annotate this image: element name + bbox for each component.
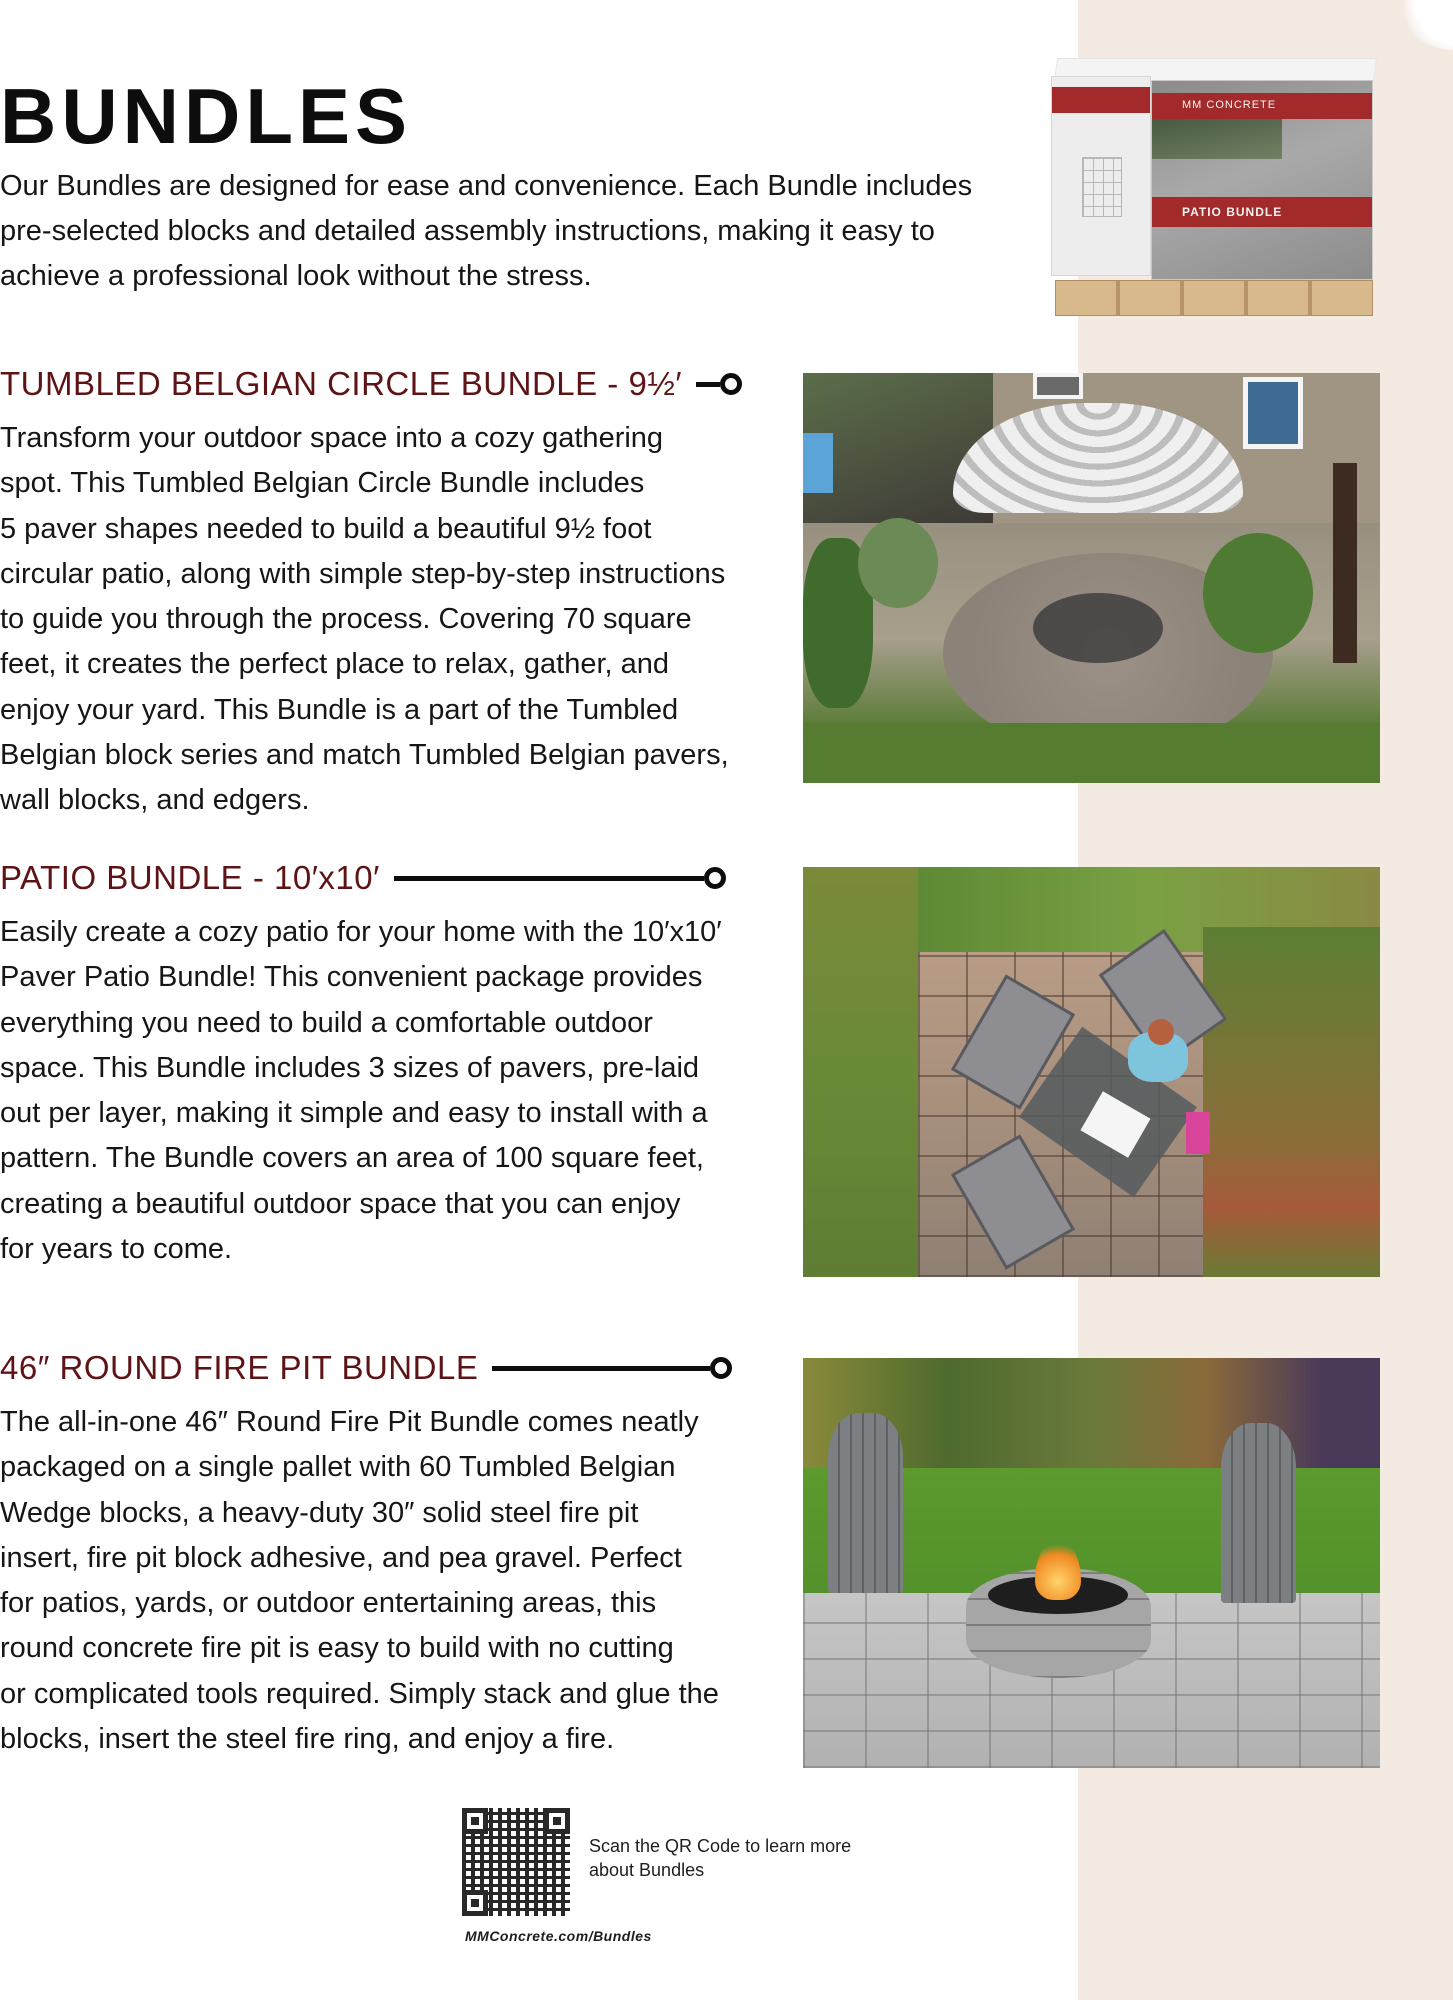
brand-label: MM CONCRETE: [1182, 99, 1277, 111]
label-photo: [1152, 119, 1282, 159]
connector-line-icon: [696, 373, 742, 395]
body-line: Belgian block series and match Tumbled Belgian pavers,: [0, 739, 729, 772]
section-body-patio-bundle: [0, 910, 780, 1272]
adirondack-chair: [828, 1413, 903, 1593]
qr-caption-line: about Bundles: [589, 1860, 705, 1880]
body-line: feet, it creates the perfect place to relax, gather, and: [0, 648, 670, 681]
connector-line-icon: [492, 1357, 732, 1379]
shrub: [858, 518, 938, 608]
body-line: creating a beautiful outdoor space that you can enjoy: [0, 1187, 681, 1220]
window: [1243, 377, 1303, 449]
qr-caption: [589, 1834, 889, 1882]
post: [1333, 463, 1357, 663]
bundles-url-link[interactable]: MMConcrete.com/Bundles: [465, 1928, 652, 1944]
fire-pit-photo: [803, 1358, 1380, 1768]
section-heading-fire-pit-bundle: [0, 1348, 732, 1388]
intro-paragraph: [0, 164, 1040, 299]
section-title: PATIO BUNDLE - 10′x10′: [0, 859, 380, 896]
section-heading-patio-bundle: [0, 858, 726, 898]
pallet-front: [1151, 80, 1373, 280]
body-line: insert, fire pit block adhesive, and pea gravel. Perfect: [0, 1541, 682, 1574]
patio-bundle-pallet-image: [1045, 58, 1380, 318]
body-line: Wedge blocks, a heavy-duty 30″ solid steel fire pit: [0, 1496, 639, 1529]
body-line: for years to come.: [0, 1233, 233, 1266]
body-line: Paver Patio Bundle! This convenient package provides: [0, 961, 703, 994]
page-title: BUNDLES: [0, 72, 413, 160]
circle-patio-photo: [803, 373, 1380, 783]
connector-line-icon: [394, 867, 726, 889]
section-title: 46″ ROUND FIRE PIT BUNDLE: [0, 1349, 479, 1386]
garden-bed: [1203, 927, 1380, 1277]
body-line: Easily create a cozy patio for your home with the 10′x10′: [0, 916, 722, 948]
body-line: Transform your outdoor space into a cozy gathering: [0, 422, 664, 454]
pool: [803, 433, 833, 493]
qr-finder: [462, 1890, 488, 1916]
body-line: for patios, yards, or outdoor entertaining areas, this: [0, 1587, 657, 1620]
body-line: wall blocks, and edgers.: [0, 784, 310, 817]
pallet-side: [1051, 76, 1151, 276]
section-title: TUMBLED BELGIAN CIRCLE BUNDLE - 9½′: [0, 365, 683, 402]
connector-line: [394, 876, 704, 881]
body-line: space. This Bundle includes 3 sizes of pavers, pre-laid: [0, 1051, 700, 1084]
layout-diagram: [1082, 157, 1122, 217]
intro-line: Our Bundles are designed for ease and convenience. Each Bundle includes: [0, 170, 973, 202]
body-line: everything you need to build a comfortable outdoor: [0, 1006, 653, 1039]
qr-finder: [544, 1808, 570, 1834]
section-heading-circle-bundle: [0, 364, 742, 404]
body-line: enjoy your yard. This Bundle is a part of the Tumbled: [0, 693, 679, 726]
body-line: spot. This Tumbled Belgian Circle Bundle includes: [0, 467, 645, 500]
body-line: or complicated tools required. Simply stack and glue the: [0, 1677, 719, 1710]
qr-finder: [462, 1808, 488, 1834]
connector-line: [696, 382, 720, 387]
window: [1033, 373, 1083, 399]
body-line: The all-in-one 46″ Round Fire Pit Bundle comes neatly: [0, 1406, 699, 1438]
patio-table: [1033, 593, 1163, 663]
person-head: [1148, 1019, 1174, 1045]
qr-code[interactable]: [462, 1808, 570, 1916]
bundle-label: PATIO BUNDLE: [1182, 205, 1283, 219]
body-line: packaged on a single pallet with 60 Tumbled Belgian: [0, 1451, 676, 1484]
body-line: 5 paver shapes needed to build a beautiful 9½ foot: [0, 512, 652, 545]
body-line: round concrete fire pit is easy to build with no cutting: [0, 1632, 674, 1665]
connector-node-icon: [720, 373, 742, 395]
shrub: [1203, 533, 1313, 653]
adirondack-chair: [1221, 1423, 1296, 1603]
connector-line: [492, 1366, 710, 1371]
section-body-circle-bundle: [0, 416, 780, 824]
square-patio-photo: [803, 867, 1380, 1277]
wooden-pallet: [1055, 280, 1373, 316]
folder: [1186, 1112, 1210, 1154]
qr-caption-line: Scan the QR Code to learn more: [589, 1836, 852, 1856]
lawn: [803, 723, 1380, 783]
intro-line: achieve a professional look without the stress.: [0, 260, 592, 292]
lawn: [803, 867, 918, 1277]
body-line: circular patio, along with simple step-by-step instructions: [0, 557, 726, 590]
body-line: out per layer, making it simple and easy to install with a: [0, 1097, 708, 1130]
body-line: pattern. The Bundle covers an area of 100 square feet,: [0, 1142, 704, 1175]
body-line: to guide you through the process. Covering 70 square: [0, 603, 692, 636]
label-band: [1052, 87, 1150, 113]
intro-line: pre-selected blocks and detailed assembly instructions, making it easy to: [0, 215, 935, 247]
section-body-fire-pit-bundle: [0, 1400, 780, 1762]
connector-node-icon: [710, 1357, 732, 1379]
body-line: blocks, insert the steel fire ring, and enjoy a fire.: [0, 1723, 615, 1756]
connector-node-icon: [704, 867, 726, 889]
